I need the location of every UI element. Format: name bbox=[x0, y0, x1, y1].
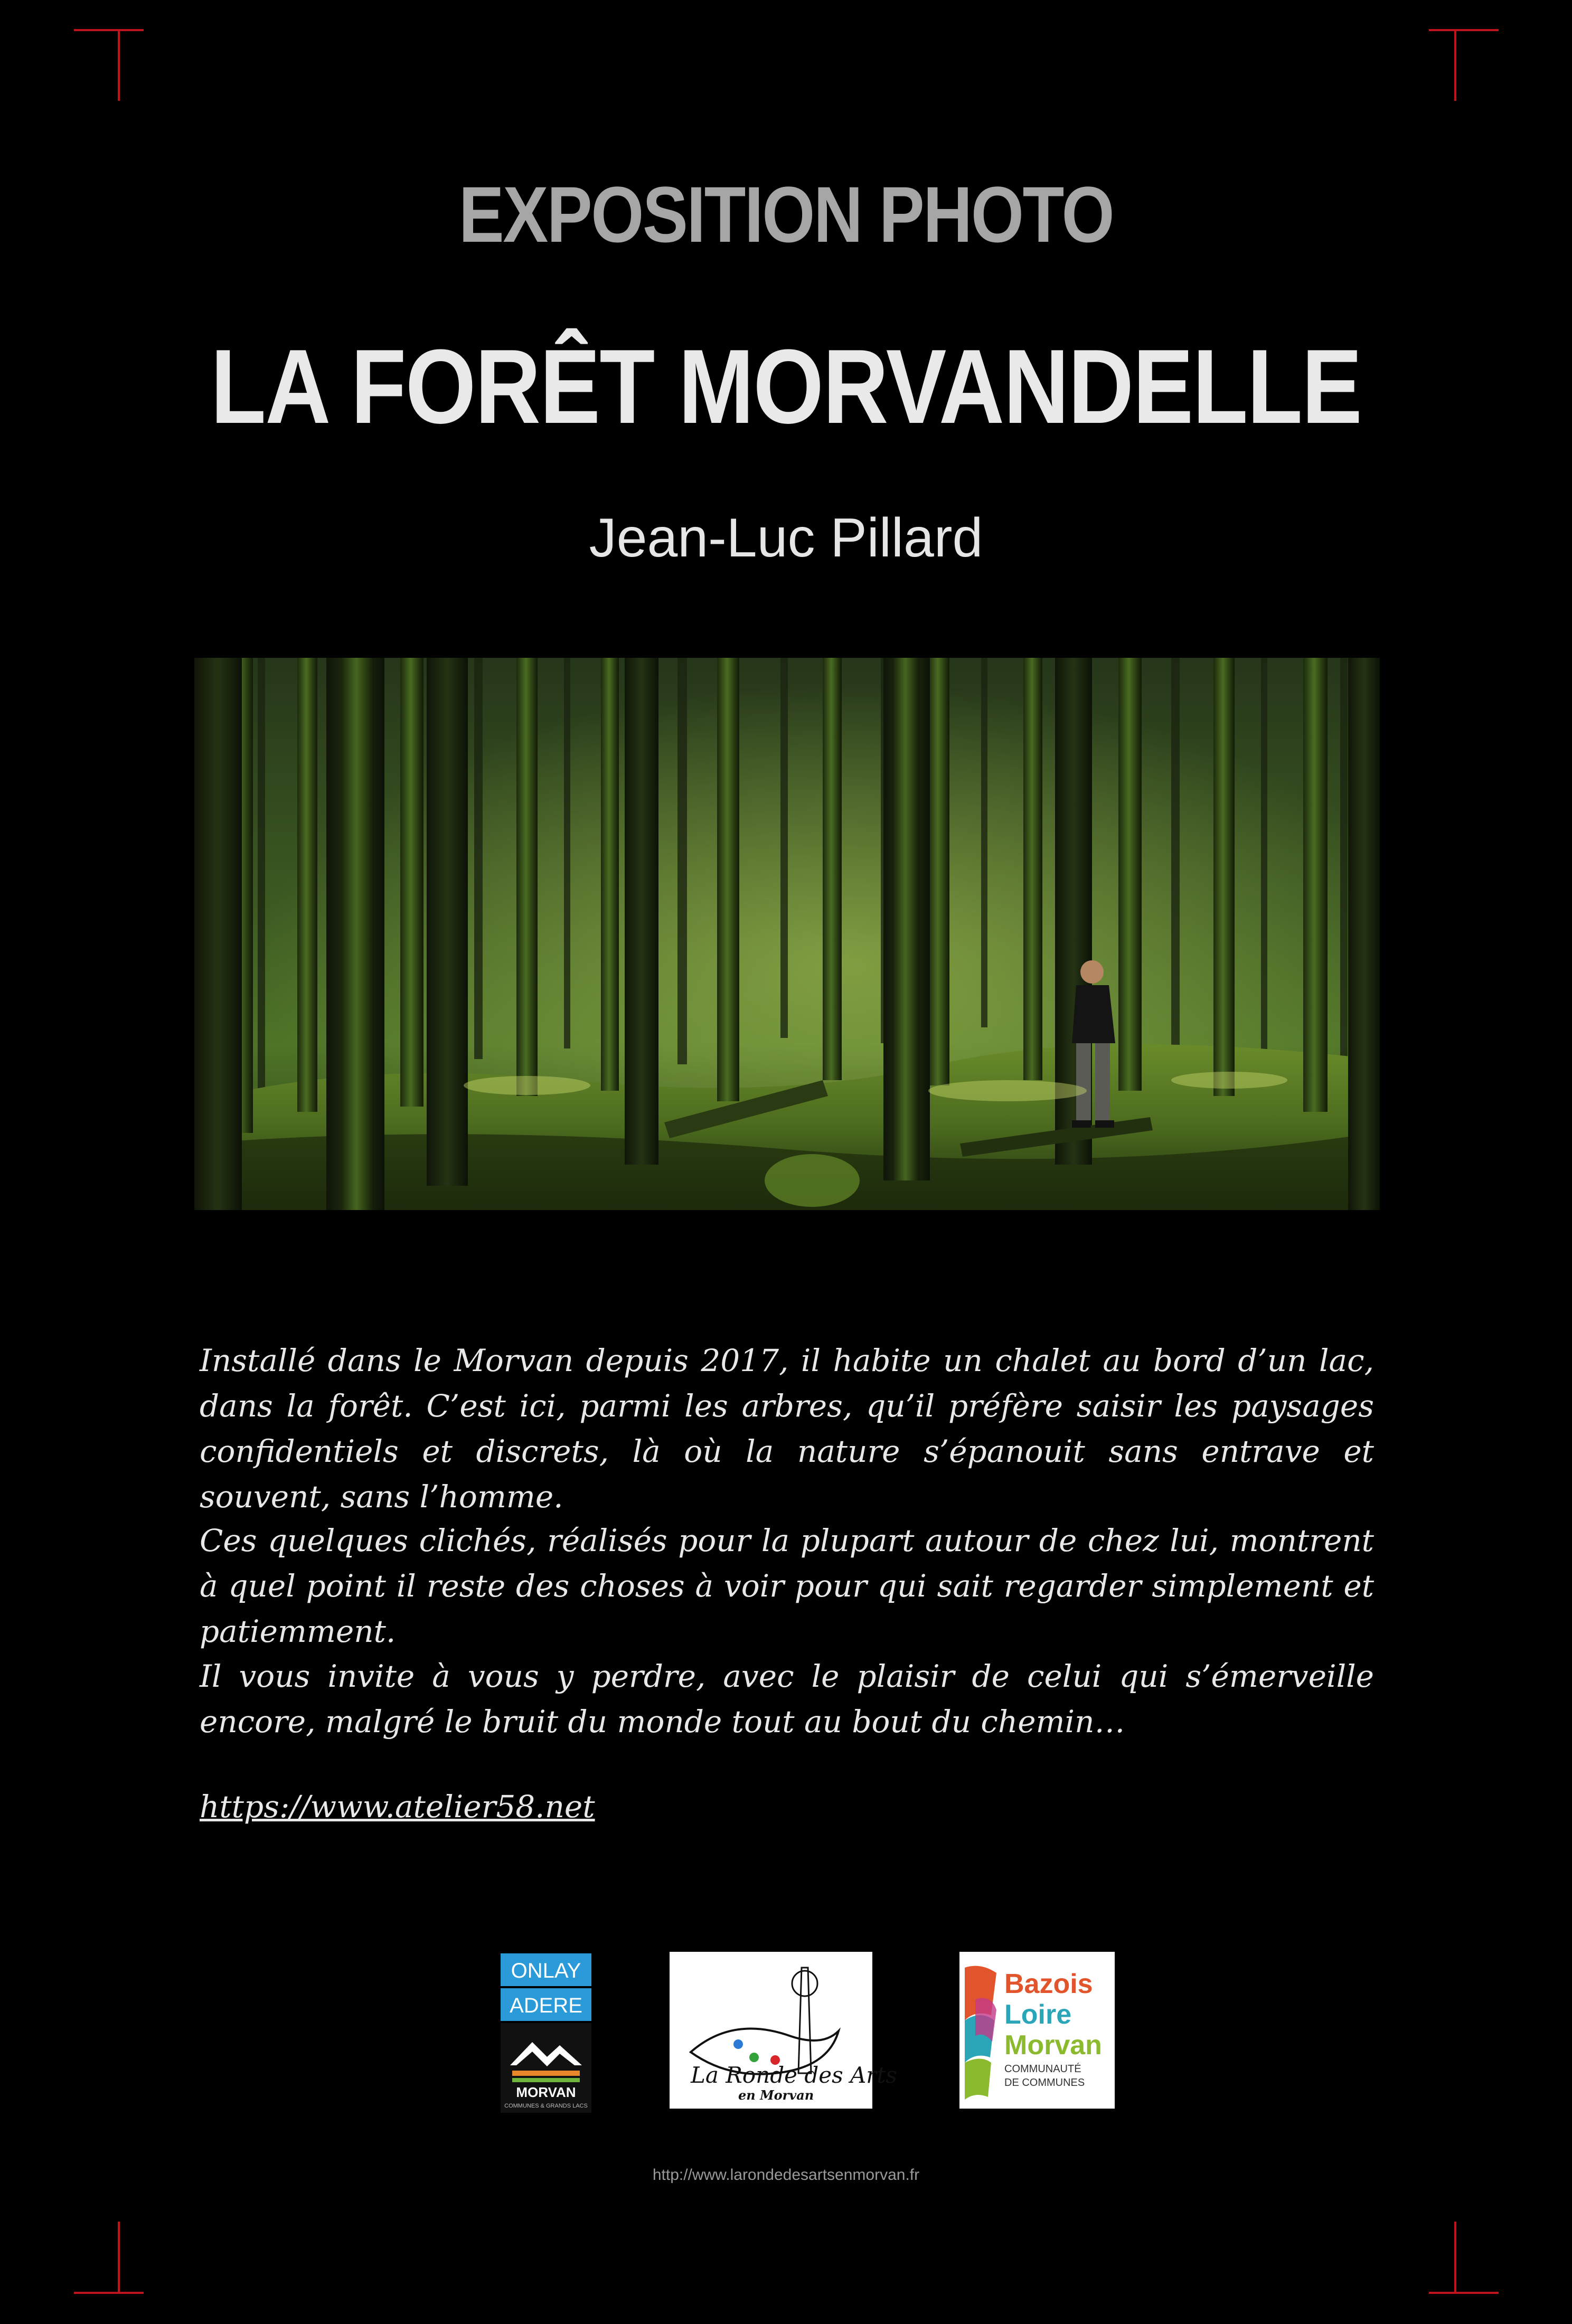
crop-mark-tl-v bbox=[118, 29, 120, 101]
bazois-loire-morvan-logo bbox=[959, 1952, 1115, 2109]
crop-mark-tr-h bbox=[1429, 29, 1499, 31]
crop-mark-tl-h bbox=[74, 29, 144, 31]
onlay-line3: MORVAN bbox=[516, 2084, 576, 2100]
paragraph-1: Installé dans le Morvan depuis 2017, il habite un chalet au bord d’un lac, dans la forêt. C’est ici, parmi les arbres, qu’il préfère saisir les paysages confidentiels et discrets, là où la nature s’épanouit sans entrave et souvent, sans l’homme. bbox=[200, 1343, 1374, 1515]
kicker-title: EXPOSITION PHOTO bbox=[458, 170, 1114, 259]
onlay-line1: ONLAY bbox=[511, 1959, 581, 1982]
ronde-des-arts-logo bbox=[670, 1952, 897, 2109]
onlay-adere-logo bbox=[501, 1953, 591, 2113]
onlay-line4: COMMUNES & GRANDS LACS bbox=[504, 2103, 588, 2109]
forest-photo bbox=[200, 658, 1374, 1210]
footer-url[interactable]: http://www.larondedesartsenmorvan.fr bbox=[652, 2166, 920, 2184]
main-title: LA FORÊT MORVANDELLE bbox=[210, 328, 1362, 446]
bazois-line2: Loire bbox=[1004, 1999, 1072, 2030]
crop-mark-tr-v bbox=[1454, 29, 1456, 101]
onlay-line2: ADERE bbox=[510, 1994, 582, 2017]
website-link[interactable]: https://www.atelier58.net bbox=[200, 1789, 595, 1825]
paragraph-2: Ces quelques clichés, réalisés pour la plupart autour de chez lui, montrent à quel point il reste des choses à voir pour qui sait regarder simplement et patiemment. bbox=[200, 1523, 1374, 1649]
paragraph-3: Il vous invite à vous y perdre, avec le plaisir de celui qui s’émerveille encore, malgré le bruit du monde tout au bout du chemin… bbox=[200, 1658, 1374, 1740]
crop-mark-bl-v bbox=[118, 2222, 120, 2293]
ronde-line2: en Morvan bbox=[738, 2087, 814, 2103]
bazois-line3: Morvan bbox=[1004, 2030, 1102, 2061]
bazois-line1: Bazois bbox=[1004, 1969, 1093, 1999]
bazois-line5: DE COMMUNES bbox=[1004, 2077, 1085, 2089]
bazois-line4: COMMUNAUTÉ bbox=[1004, 2063, 1081, 2075]
crop-mark-br-h bbox=[1429, 2292, 1499, 2294]
ronde-line1: La Ronde des Arts bbox=[691, 2062, 897, 2088]
crop-mark-bl-h bbox=[74, 2292, 144, 2294]
crop-mark-br-v bbox=[1454, 2222, 1456, 2293]
author-name: Jean-Luc Pillard bbox=[589, 507, 983, 569]
